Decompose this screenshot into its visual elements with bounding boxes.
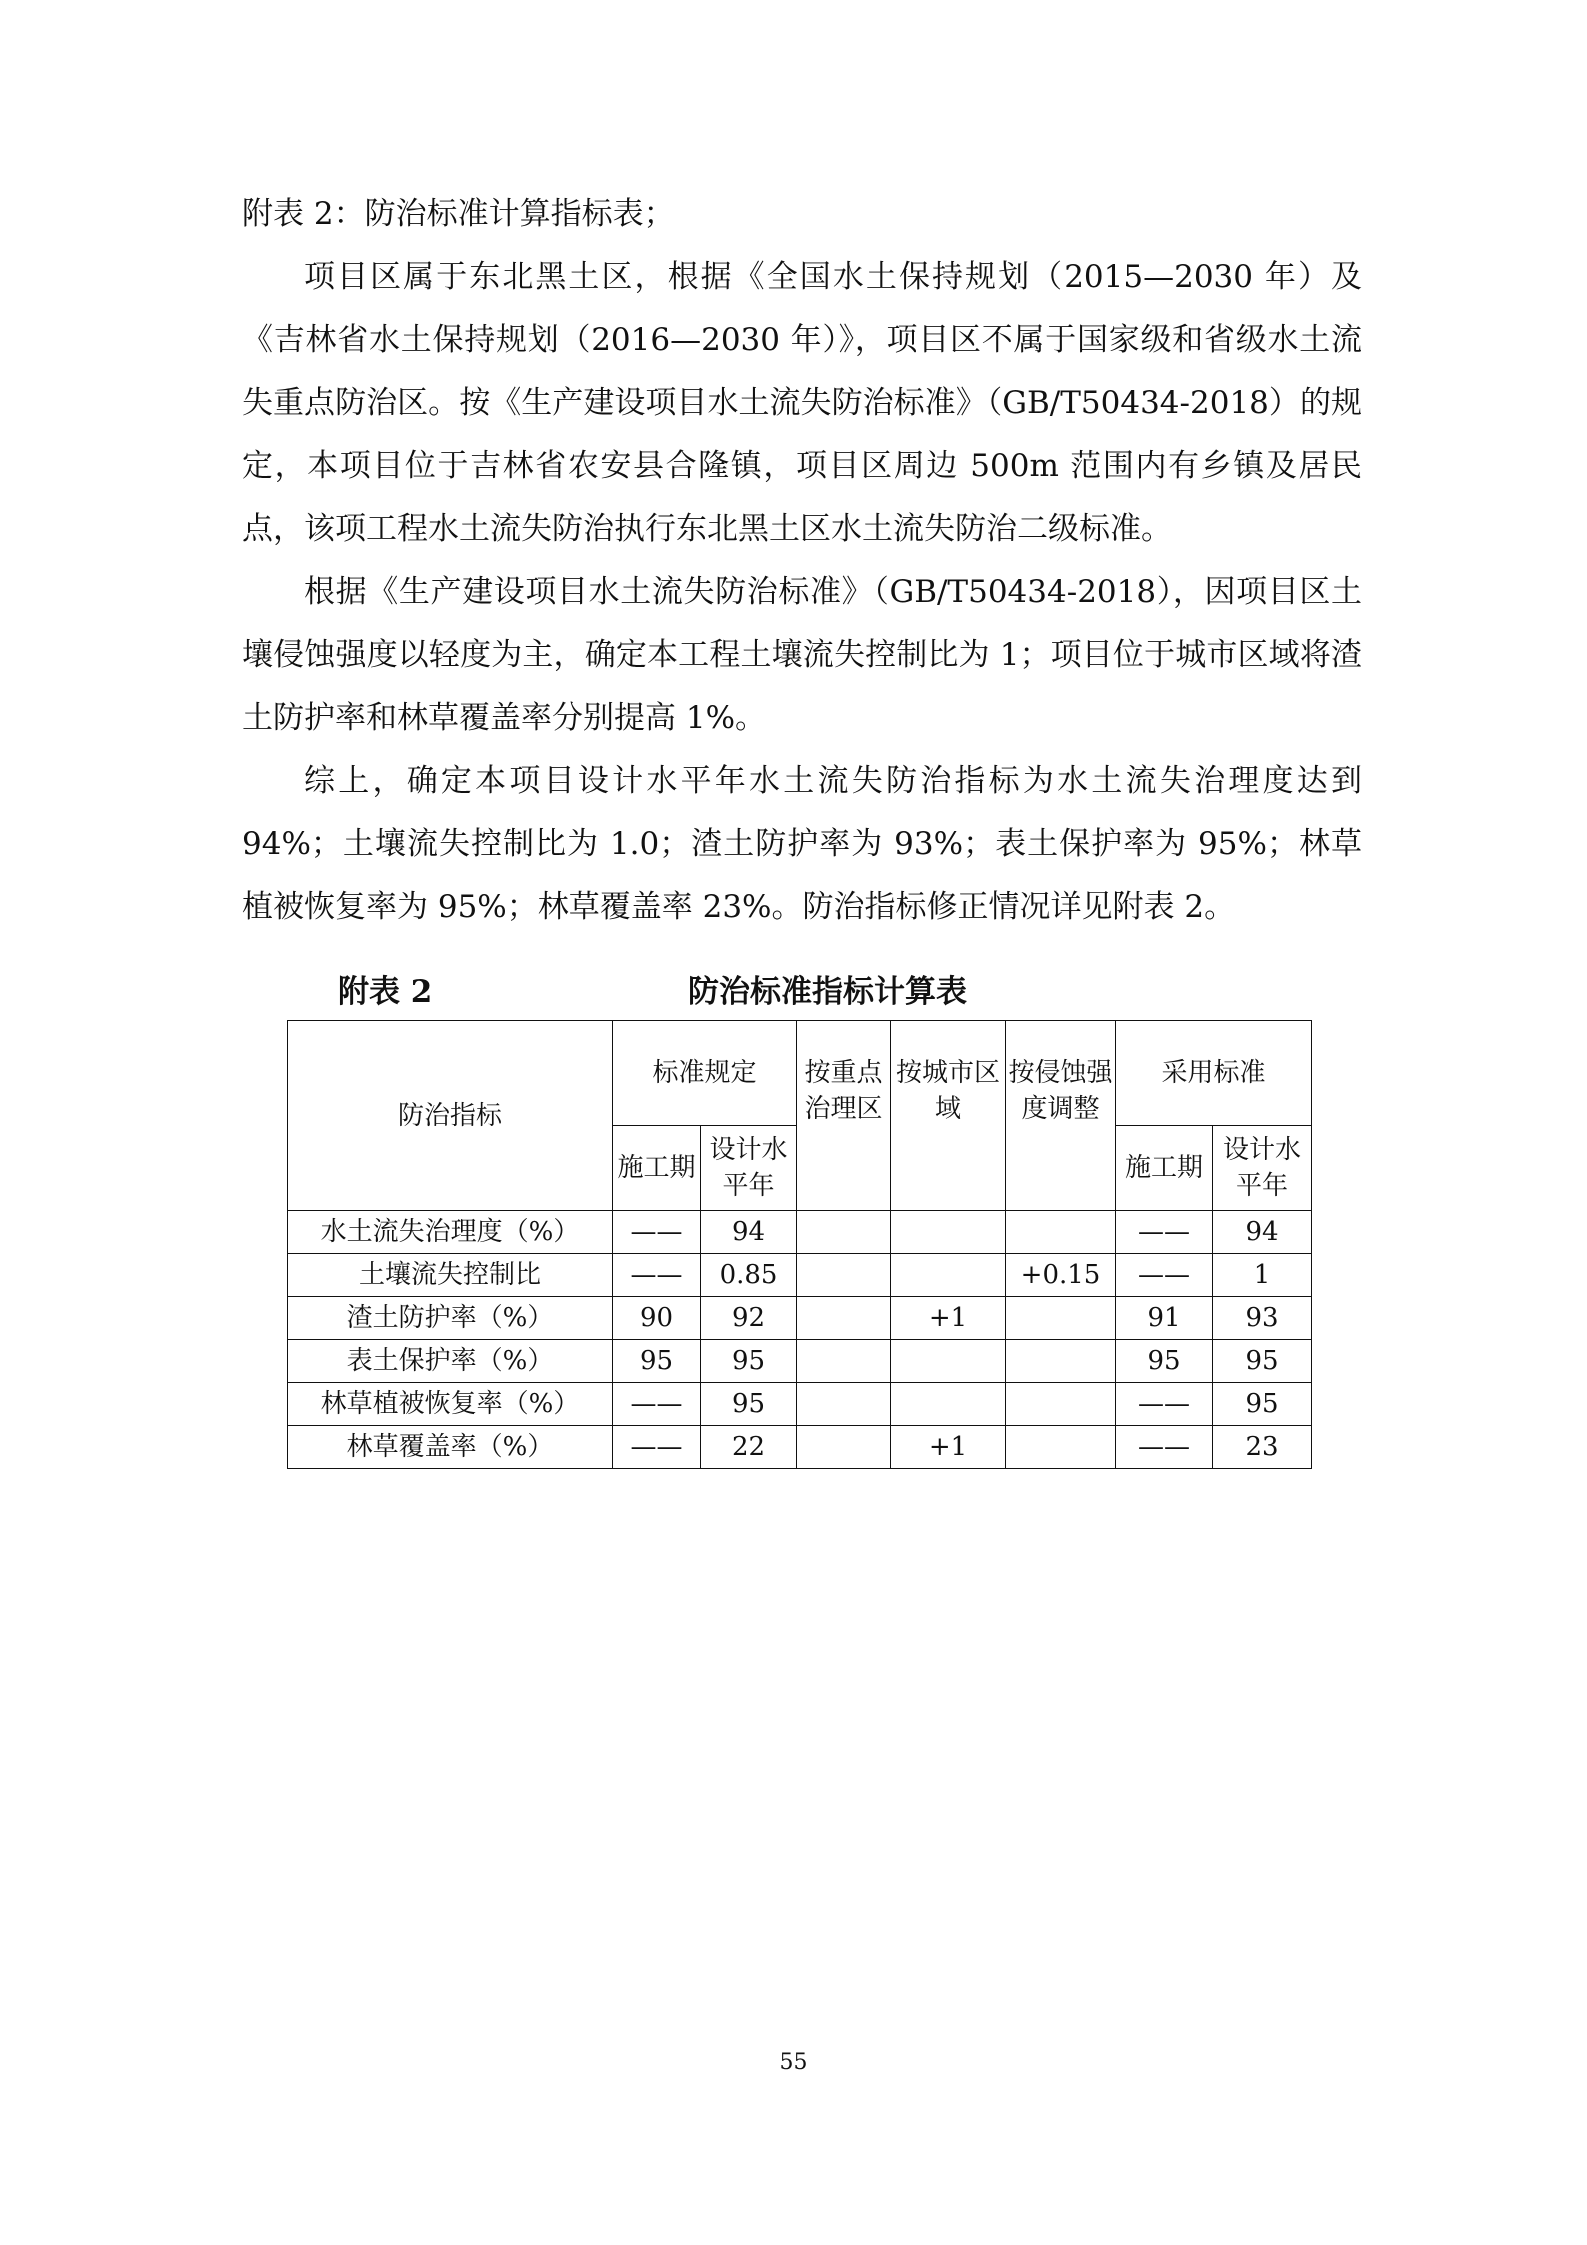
cell-indicator: 渣土防护率（%） [288,1297,613,1340]
table-row [288,1297,1312,1340]
cell-erosion [1006,1340,1116,1383]
cell-std-construction: —— [613,1211,701,1254]
cell-adp-design: 1 [1213,1254,1312,1297]
table-row [288,1383,1312,1426]
header-key-area: 按重点治理区 [797,1021,891,1211]
cell-urban [891,1340,1006,1383]
cell-indicator: 水土流失治理度（%） [288,1211,613,1254]
cell-key-area [797,1254,891,1297]
cell-erosion [1006,1383,1116,1426]
table-row [288,1254,1312,1297]
header-std-design: 设计水平年 [701,1126,797,1211]
cell-erosion: +0.15 [1006,1254,1116,1297]
table-row [288,1211,1312,1254]
header-adopted: 采用标准 [1116,1021,1312,1126]
cell-adp-design: 93 [1213,1297,1312,1340]
cell-indicator: 林草覆盖率（%） [288,1426,613,1469]
paragraph-summary: 综上，确定本项目设计水平年水土流失防治指标为水土流失治理度达到 94%；土壤流失控制比为 1.0；渣土防护率为 93%；表土保护率为 95%；林草植被恢复率为 95%；林草覆盖率 23%。防治指标修正情况详见附表 2。 [242,763,1362,925]
cell-std-design: 92 [701,1297,797,1340]
cell-std-design: 95 [701,1383,797,1426]
cell-erosion [1006,1211,1116,1254]
cell-std-design: 95 [701,1340,797,1383]
header-urban: 按城市区域 [891,1021,1006,1211]
cell-std-construction: 90 [613,1297,701,1340]
cell-urban: +1 [891,1297,1006,1340]
cell-adp-construction: —— [1116,1426,1213,1469]
header-indicator: 防治指标 [288,1021,613,1211]
cell-adp-construction: 91 [1116,1297,1213,1340]
table-row [288,1426,1312,1469]
cell-std-design: 94 [701,1211,797,1254]
cell-adp-construction: —— [1116,1383,1213,1426]
cell-key-area [797,1211,891,1254]
cell-std-design: 22 [701,1426,797,1469]
cell-std-construction: —— [613,1383,701,1426]
cell-adp-design: 95 [1213,1340,1312,1383]
cell-adp-construction: 95 [1116,1340,1213,1383]
cell-urban [891,1383,1006,1426]
cell-std-construction: —— [613,1254,701,1297]
header-erosion: 按侵蚀强度调整 [1006,1021,1116,1211]
header-standard: 标准规定 [613,1021,797,1126]
cell-std-construction: 95 [613,1340,701,1383]
cell-key-area [797,1383,891,1426]
table-caption-title: 防治标准指标计算表 [688,974,967,1010]
paragraph-standard-adjustment: 根据《生产建设项目水土流失防治标准》（GB/T50434-2018），因项目区土壤侵蚀强度以轻度为主，确定本工程土壤流失控制比为 1；项目位于城市区域将渣土防护率和林草覆盖率分别提高 1%。 [242,574,1362,736]
cell-urban [891,1211,1006,1254]
cell-indicator: 土壤流失控制比 [288,1254,613,1297]
cell-key-area [797,1297,891,1340]
cell-urban [891,1254,1006,1297]
header-adp-construction: 施工期 [1116,1126,1213,1211]
cell-erosion [1006,1297,1116,1340]
table-row [288,1340,1312,1383]
cell-adp-construction: —— [1116,1254,1213,1297]
cell-indicator: 林草植被恢复率（%） [288,1383,613,1426]
header-std-construction: 施工期 [613,1126,701,1211]
appendix-reference: 附表 2：防治标准计算指标表； [242,196,675,232]
header-row-1 [288,1021,1312,1126]
header-adp-design: 设计水平年 [1213,1126,1312,1211]
cell-key-area [797,1340,891,1383]
cell-adp-construction: —— [1116,1211,1213,1254]
cell-erosion [1006,1426,1116,1469]
standards-table [287,1020,1312,1469]
cell-std-construction: —— [613,1426,701,1469]
table-caption-label: 附表 2 [338,974,433,1010]
cell-adp-design: 94 [1213,1211,1312,1254]
cell-std-design: 0.85 [701,1254,797,1297]
paragraph-project-area: 项目区属于东北黑土区，根据《全国水土保持规划（2015—2030 年）及《吉林省水土保持规划（2016—2030 年）》，项目区不属于国家级和省级水土流失重点防治区。按《生产建设项目水土流失防治标准》（GB/T50434-2018）的规定，本项目位于吉林省农安县合隆镇，项目区周边 500m 范围内有乡镇及居民点，该项工程水土流失防治执行东北黑土区水土流失防治二级标准。 [242,259,1362,547]
cell-adp-design: 23 [1213,1426,1312,1469]
cell-key-area [797,1426,891,1469]
page-number: 55 [779,2050,808,2075]
cell-urban: +1 [891,1426,1006,1469]
cell-indicator: 表土保护率（%） [288,1340,613,1383]
cell-adp-design: 95 [1213,1383,1312,1426]
